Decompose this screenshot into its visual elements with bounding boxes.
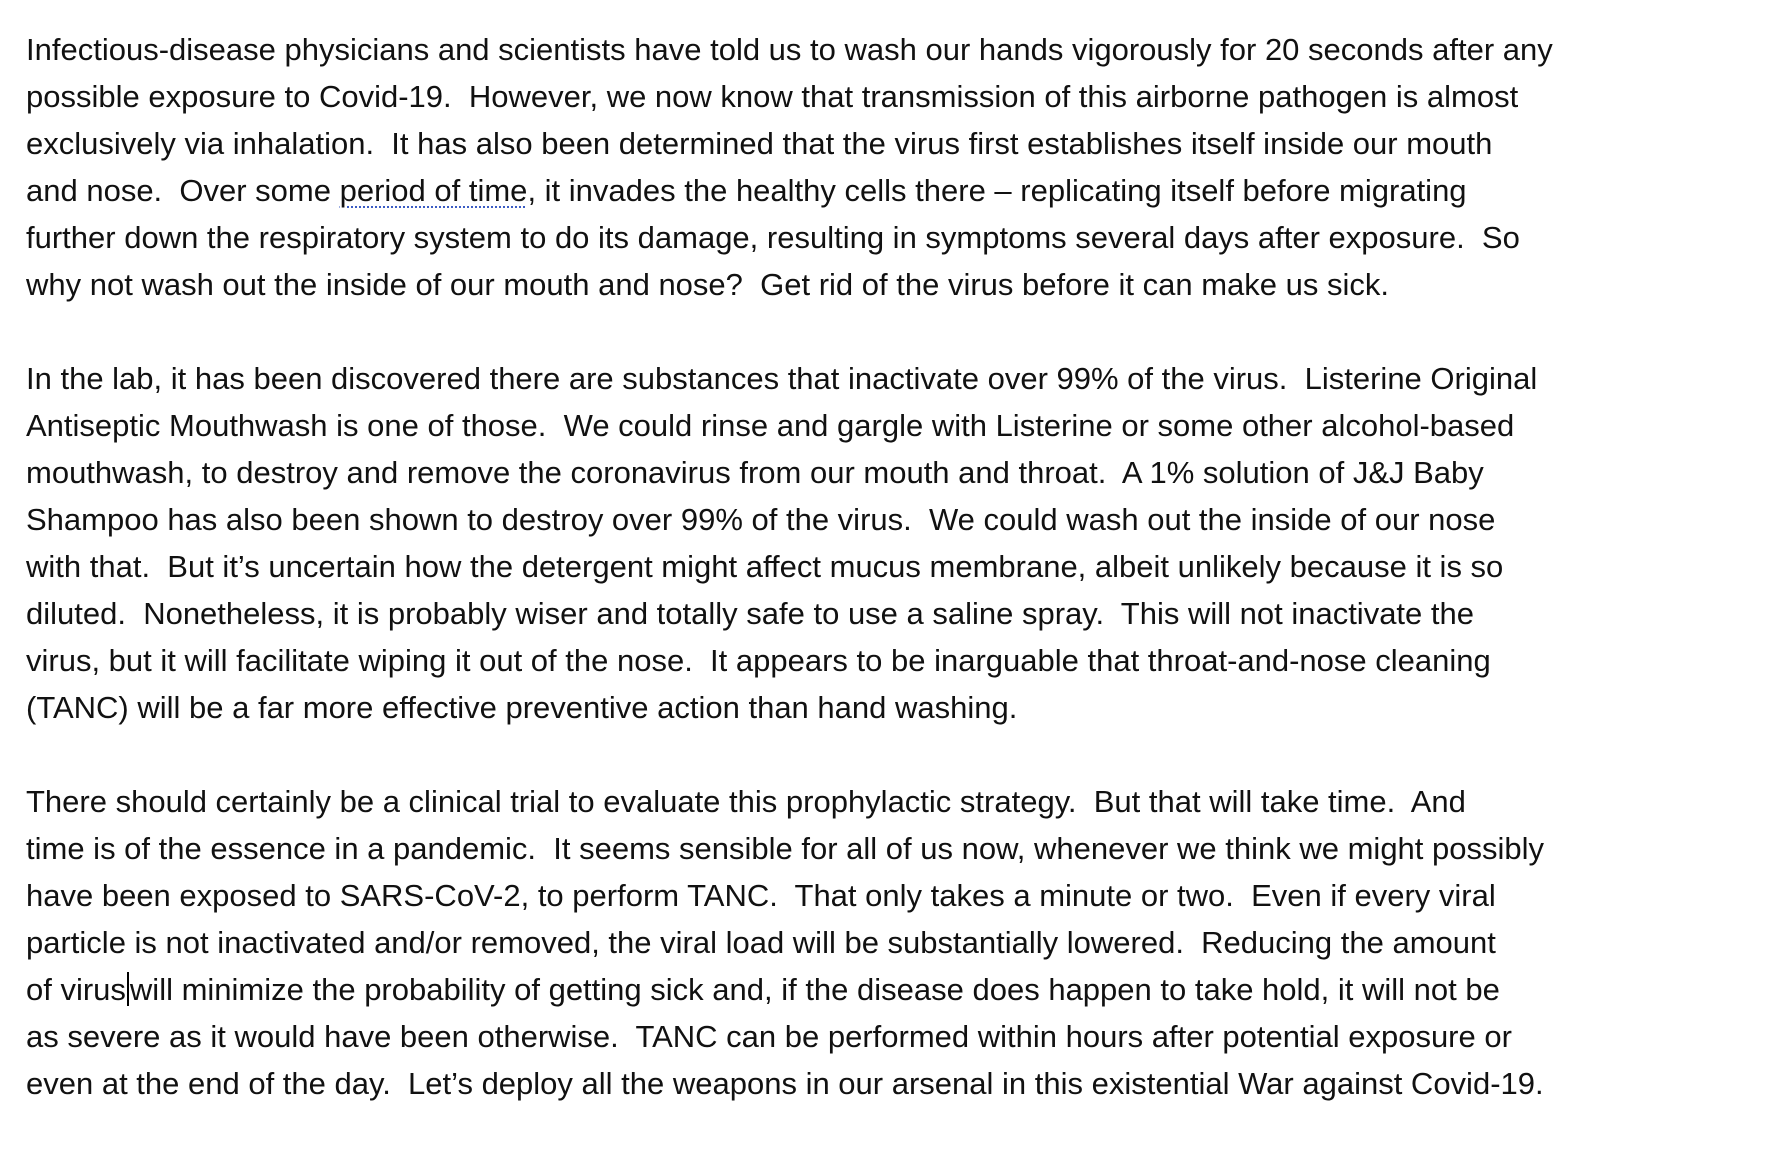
text-line: Antiseptic Mouthwash is one of those. We could rinse and gargle with Listerine or some other alcohol-based	[26, 408, 1515, 443]
text-line	[26, 167, 1764, 214]
text-line: with that. But it’s uncertain how the detergent might affect mucus membrane, albeit unlikely because it is so	[26, 549, 1504, 584]
paragraph-3[interactable]	[26, 778, 1764, 1107]
text-line: Infectious-disease physicians and scientists have told us to wash our hands vigorously for 20 seconds after any	[26, 32, 1553, 67]
text-line: Shampoo has also been shown to destroy over 99% of the virus. We could wash out the inside of our nose	[26, 502, 1496, 537]
text-line: diluted. Nonetheless, it is probably wiser and totally safe to use a saline spray. This will not inactivate the	[26, 596, 1474, 631]
text-line: mouthwash, to destroy and remove the coronavirus from our mouth and throat. A 1% solution of J&J Baby	[26, 455, 1484, 490]
text-segment: and nose. Over some	[26, 173, 340, 208]
text-line: There should certainly be a clinical trial to evaluate this prophylactic strategy. But that will take time. And	[26, 784, 1466, 819]
text-line: why not wash out the inside of our mouth and nose? Get rid of the virus before it can make us sick.	[26, 267, 1390, 302]
text-line: even at the end of the day. Let’s deploy all the weapons in our arsenal in this existential War against Covid-19.	[26, 1066, 1544, 1101]
paragraph-1[interactable]	[26, 26, 1764, 308]
text-line	[26, 966, 1764, 1013]
grammar-flagged-phrase[interactable]: period of time	[339, 173, 528, 208]
text-line: possible exposure to Covid-19. However, we now know that transmission of this airborne pathogen is almost	[26, 79, 1519, 114]
text-line: particle is not inactivated and/or removed, the viral load will be substantially lowered. Reducing the amount	[26, 925, 1496, 960]
text-segment: , it invades the healthy cells there – replicating itself before migrating	[527, 173, 1467, 208]
text-cursor	[127, 972, 129, 1006]
text-line: In the lab, it has been discovered there are substances that inactivate over 99% of the virus. Listerine Original	[26, 361, 1538, 396]
text-line: exclusively via inhalation. It has also been determined that the virus first establishes itself inside our mouth	[26, 126, 1493, 161]
text-line: as severe as it would have been otherwise. TANC can be performed within hours after potential exposure or	[26, 1019, 1512, 1054]
text-line: further down the respiratory system to do its damage, resulting in symptoms several days after exposure. So	[26, 220, 1520, 255]
paragraph-2[interactable]	[26, 355, 1764, 731]
text-line: (TANC) will be a far more effective preventive action than hand washing.	[26, 690, 1018, 725]
text-line: virus, but it will facilitate wiping it out of the nose. It appears to be inarguable that throat-and-nose cleaning	[26, 643, 1491, 678]
document-body[interactable]	[26, 26, 1764, 1154]
text-segment: will minimize the probability of getting sick and, if the disease does happen to take hold, it will not be	[129, 972, 1500, 1007]
text-segment: of virus	[26, 972, 126, 1007]
text-line: have been exposed to SARS-CoV-2, to perform TANC. That only takes a minute or two. Even if every viral	[26, 878, 1496, 913]
text-line: time is of the essence in a pandemic. It seems sensible for all of us now, whenever we think we might possibly	[26, 831, 1545, 866]
